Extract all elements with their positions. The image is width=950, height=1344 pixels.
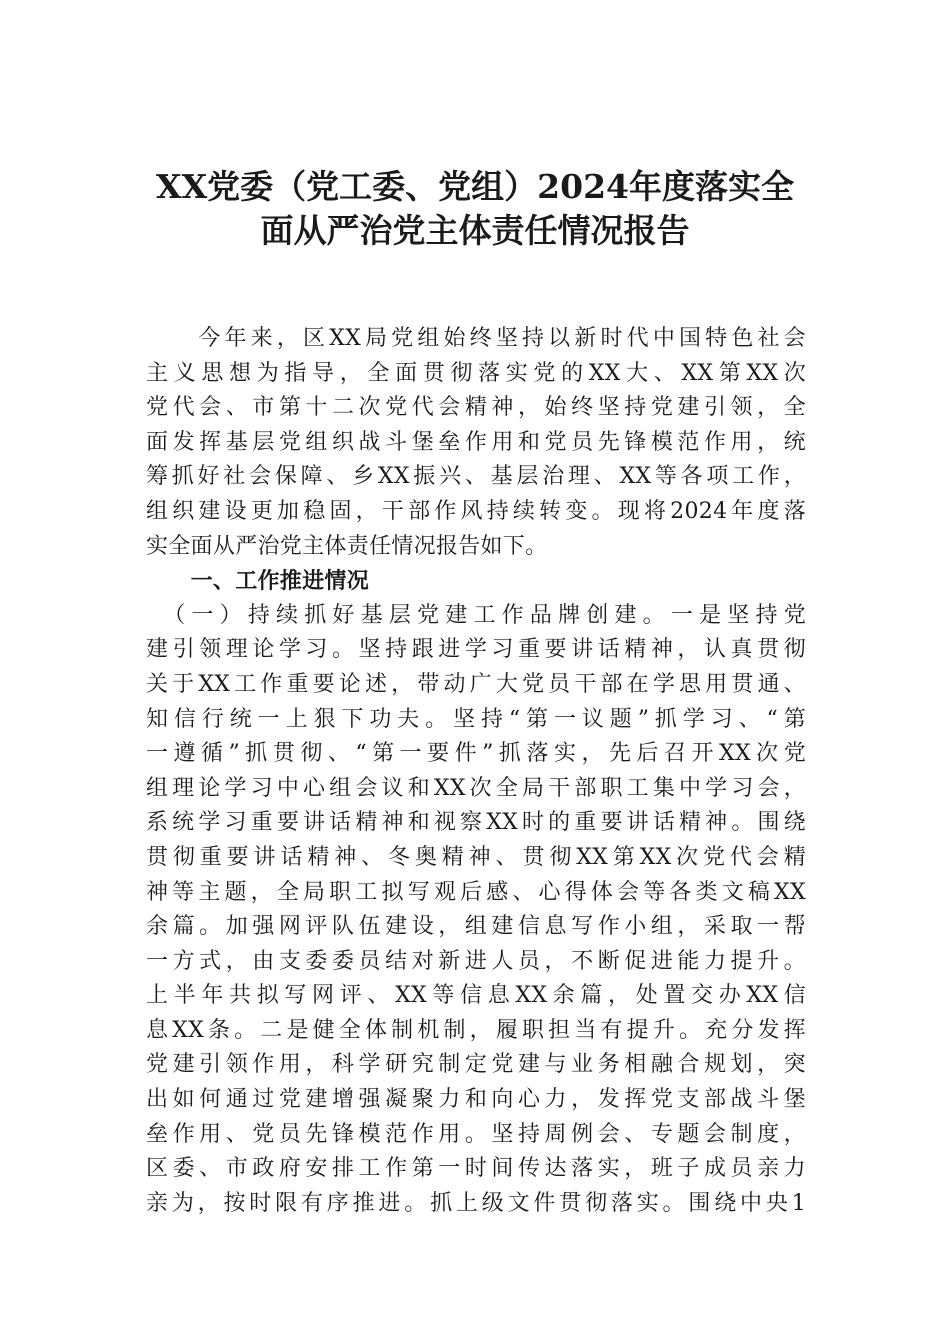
body-line: 余篇。加强网评队伍建设，组建信息写作小组，采取一帮 [146,914,806,940]
body-line: 面发挥基层党组织战斗堡垒作用和党员先锋模范作用，统 [146,429,806,455]
body-line: 党建引领作用，科学研究制定党建与业务相融合规划，突 [146,1052,806,1078]
body-line: 实全面从严治党主体责任情况报告如下。 [146,533,548,559]
body-line: 亲为，按时限有序推进。抓上级文件贯彻落实。围绕中央1 [146,1190,806,1216]
body-line: 组理论学习中心组会议和XX次全局干部职工集中学习会， [146,775,806,801]
document-title-line-1: XX党委（党工委、党组）2024年度落实全 [155,167,795,206]
body-line: 一方式，由支委委员结对新进人员，不断促进能力提升。 [146,948,806,974]
body-line: 建引领理论学习。坚持跟进学习重要讲话精神，认真贯彻 [146,637,806,663]
body-line: 系统学习重要讲话精神和视察XX时的重要讲话精神。围绕 [146,810,806,836]
document-body [146,322,806,1221]
document-title-line-2: 面从严治党主体责任情况报告 [260,211,690,250]
body-line: 上半年共拟写网评、XX等信息XX余篇，处置交办XX信 [146,983,806,1009]
body-line: 知信行统一上狠下功夫。坚持“第一议题”抓学习、“第 [146,706,806,732]
body-line: 出如何通过党建增强凝聚力和向心力，发挥党支部战斗堡 [146,1087,806,1113]
body-line: 组织建设更加稳固，干部作风持续转变。现将2024年度落 [146,498,806,524]
body-line: 区委、市政府安排工作第一时间传达落实，班子成员亲力 [146,1156,806,1182]
body-line: 党代会、市第十二次党代会精神，始终坚持党建引领，全 [146,395,806,421]
body-line: 息XX条。二是健全体制机制，履职担当有提升。充分发挥 [146,1017,806,1043]
body-line: 主义思想为指导，全面贯彻落实党的XX大、XX第XX次 [146,360,806,386]
body-line: 神等主题，全局职工拟写观后感、心得体会等各类文稿XX [146,879,806,905]
body-line: 一遵循”抓贯彻、“第一要件”抓落实，先后召开XX次党 [146,741,806,767]
body-line: 垒作用、党员先锋模范作用。坚持周例会、专题会制度， [146,1121,806,1147]
section-heading: 一、工作推进情况 [146,568,370,595]
body-line: （一）持续抓好基层党建工作品牌创建。一是坚持党 [146,602,806,628]
body-line: 贯彻重要讲话精神、冬奥精神、贯彻XX第XX次党代会精 [146,844,806,870]
body-line: 关于XX工作重要论述，带动广大党员干部在学思用贯通、 [146,671,806,697]
body-line: 筹抓好社会保障、乡XX振兴、基层治理、XX等各项工作， [146,464,806,490]
body-line: 今年来，区XX局党组始终坚持以新时代中国特色社会 [146,326,806,351]
